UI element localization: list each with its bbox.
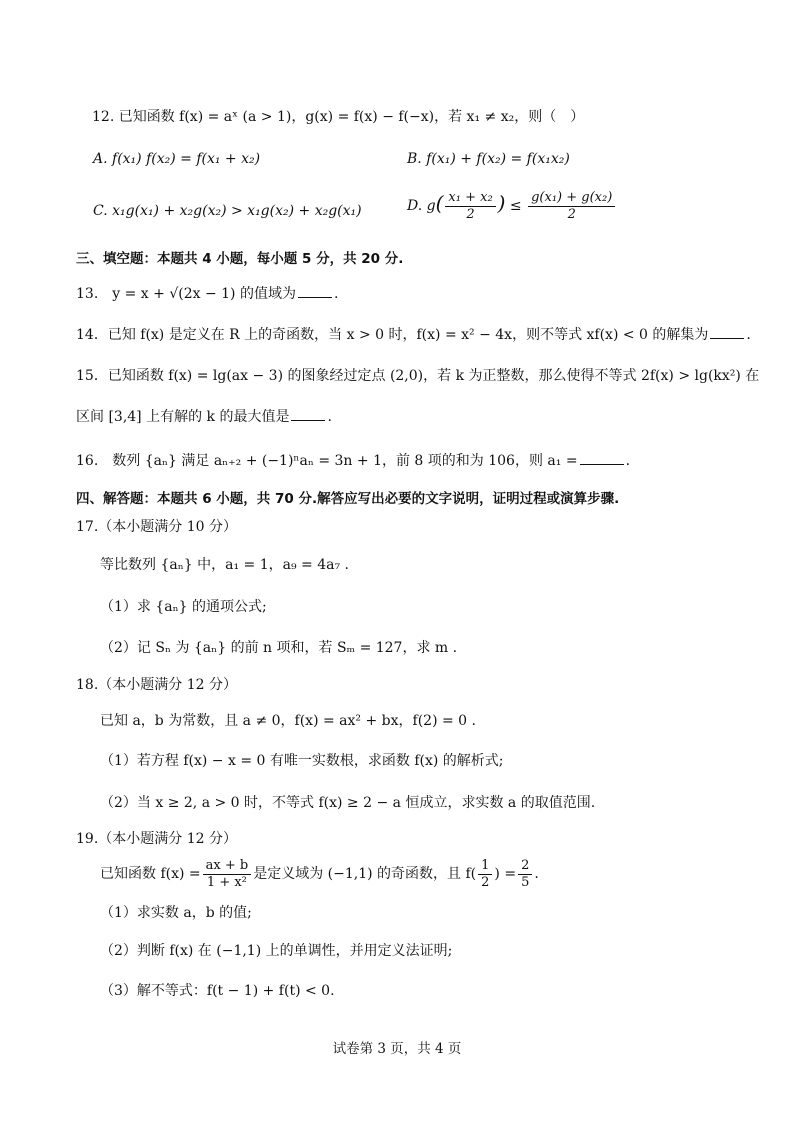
q17-part-1: （1）求 {aₙ} 的通项公式; [100, 599, 267, 615]
q19-stem: 已知函数 f(x) = $\frac{ax + b}{\text{1 + x²}}$ 是定义域为 (−1,1) 的奇函数，且 f( $\frac{1}{2}$ ) = $\frac{2}{5}$ . [100, 858, 539, 890]
q17-stem: 等比数列 {aₙ} 中，a₁ = 1，a₉ = 4a₇ . [100, 557, 349, 573]
q19-value-fraction: $\frac{2}{5}$ [518, 858, 532, 890]
q18-stem: 已知 a，b 为常数，且 a ≠ 0，f(x) = ax² + bx，f(2) = 0 . [100, 713, 476, 729]
q16: 16. 数列 {aₙ} 满足 aₙ₊₂ + (−1)ⁿaₙ = 3n + 1，前 8 项的和为 106，则 a₁ = . [76, 453, 631, 469]
q19-half-fraction: $\frac{1}{2}$ [478, 858, 492, 890]
q12-option-a: A. f(x₁) f(x₂) = f(x₁ + x₂) [93, 151, 261, 167]
q13: 13. y = x + √(2x − 1) 的值域为 . [76, 286, 339, 302]
q16-answer-blank [580, 464, 624, 465]
q12-stem: 12. 已知函数 f(x) = aˣ (a > 1)，g(x) = f(x) − f(−x)，若 x₁ ≠ x₂，则（ ） [92, 109, 585, 125]
q12-option-c: C. x₁g(x₁) + x₂g(x₂) > x₁g(x₂) + x₂g(x₁) [93, 203, 362, 219]
q17-title: 17.（本小题满分 10 分） [76, 519, 237, 535]
q15-line-2: 区间 [3,4] 上有解的 k 的最大值是 . [76, 409, 332, 425]
q12-option-d-prefix: D. g [407, 198, 436, 215]
q15-answer-blank [291, 420, 325, 421]
q18-part-2: （2）当 x ≥ 2, a > 0 时，不等式 f(x) ≥ 2 − a 恒成立，求实数 a 的取值范围. [100, 795, 596, 811]
q12-option-b: B. f(x₁) + f(x₂) = f(x₁x₂) [407, 151, 570, 167]
q19-part-2: （2）判断 f(x) 在 (−1,1) 上的单调性，并用定义法证明; [100, 943, 453, 959]
q14: 14．已知 f(x) 是定义在 R 上的奇函数，当 x > 0 时，f(x) = x² − 4x，则不等式 xf(x) < 0 的解集为 . [76, 327, 751, 343]
q12-option-d: D. g( $\frac{\text{x₁ + x₂}}{2}$ ) ≤ $\frac{\text{g(x₁) + g(x₂)}}{2}$ [407, 190, 617, 222]
q19-part-3: （3）解不等式：f(t − 1) + f(t) < 0. [100, 983, 335, 999]
section-4-heading: 四、解答题：本题共 6 小题，共 70 分.解答应写出必要的文字说明，证明过程或演算步骤. [76, 491, 620, 507]
page-footer: 试卷第 3 页，共 4 页 [332, 1041, 462, 1057]
q19-title: 19.（本小题满分 12 分） [76, 831, 237, 847]
section-3-heading: 三、填空题：本题共 4 小题，每小题 5 分，共 20 分. [76, 251, 404, 267]
q13-answer-blank [298, 297, 332, 298]
q12-option-d-left-fraction: $\frac{\text{x₁ + x₂}}{2}$ [445, 190, 495, 222]
q15-line-1: 15．已知函数 f(x) = lg(ax − 3) 的图象经过定点 (2,0)，若 k 为正整数，那么使得不等式 2f(x) > lg(kx²) 在 [76, 368, 760, 384]
q19-function-fraction: $\frac{ax + b}{\text{1 + x²}}$ [203, 858, 252, 890]
q18-title: 18.（本小题满分 12 分） [76, 677, 237, 693]
q12-option-d-right-fraction: $\frac{\text{g(x₁) + g(x₂)}}{2}$ [528, 190, 615, 222]
q17-part-2: （2）记 Sₙ 为 {aₙ} 的前 n 项和，若 Sₘ = 127，求 m . [100, 640, 458, 656]
q14-answer-blank [710, 338, 744, 339]
q18-part-1: （1）若方程 f(x) − x = 0 有唯一实数根，求函数 f(x) 的解析式; [100, 753, 504, 769]
q19-part-1: （1）求实数 a，b 的值; [100, 905, 252, 921]
q12-option-d-relation: ≤ [509, 198, 522, 215]
